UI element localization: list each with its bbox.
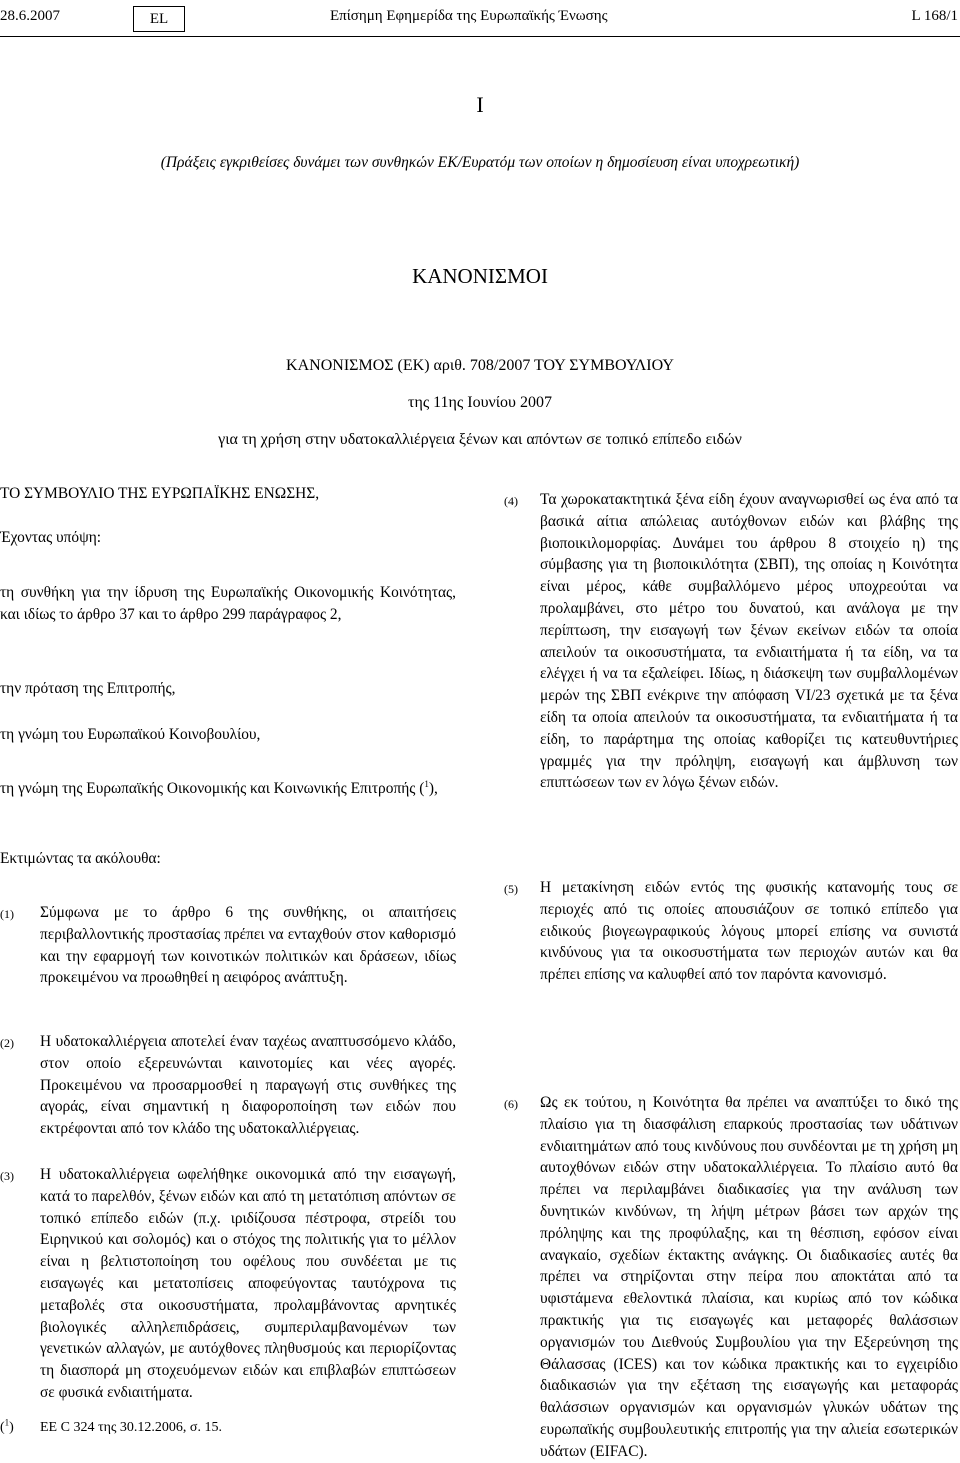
regulation-subject: για τη χρήση στην υδατοκαλλιέργεια ξένων και απόντων σε τοπικό επίπεδο ειδών	[218, 431, 742, 448]
journal-header	[0, 8, 960, 32]
whereas-line: Εκτιμώντας τα ακόλουθα:	[0, 850, 161, 867]
header-divider	[0, 36, 960, 37]
having-regard: Έχοντας υπόψη:	[0, 529, 102, 546]
section-heading: ΚΑΝΟΝΙΣΜΟΙ	[412, 264, 548, 288]
publication-date: 28.6.2007	[0, 8, 60, 24]
footnote-text: ΕΕ C 324 της 30.12.2006, σ. 15.	[40, 1420, 222, 1435]
journal-title: Επίσημη Εφημερίδα της Ευρωπαϊκής Ένωσης	[330, 8, 608, 24]
footnote-ref[interactable]: 1	[424, 778, 429, 789]
council-line: ΤΟ ΣΥΜΒΟΥΛΙΟ ΤΗΣ ΕΥΡΩΠΑΪΚΗΣ ΕΝΩΣΗΣ,	[0, 485, 320, 502]
proposal-citation: την πρόταση της Επιτροπής,	[0, 680, 176, 697]
esc-citation: τη γνώμη της Ευρωπαϊκής Οικονομικής και Κοινωνικής Επιτροπής ($^1$),	[0, 778, 438, 797]
part-description: (Πράξεις εγκριθείσες δυνάμει των συνθηκών ΕΚ/Ευρατόμ των οποίων η δημοσίευση είναι υποχρεωτική)	[160, 154, 800, 171]
treaty-citation: τη συνθήκη για την ίδρυση της Ευρωπαϊκής Οικονομικής Κοινότητας, και ιδίως το άρθρο 37 και το άρθρο 299 παράγραφος 2,	[0, 584, 456, 623]
part-number: I	[476, 92, 484, 117]
page-reference: L 168/1	[911, 8, 958, 24]
parliament-citation: τη γνώμη του Ευρωπαϊκού Κοινοβουλίου,	[0, 726, 261, 743]
regulation-title: ΚΑΝΟΝΙΣΜΟΣ (ΕΚ) αριθ. 708/2007 ΤΟΥ ΣΥΜΒΟΥΛΙΟΥ	[286, 357, 674, 374]
language-box: EL	[133, 6, 185, 32]
regulation-date: της 11ης Ιουνίου 2007	[408, 394, 552, 411]
footnote-number: ($^1$)	[0, 1417, 14, 1435]
